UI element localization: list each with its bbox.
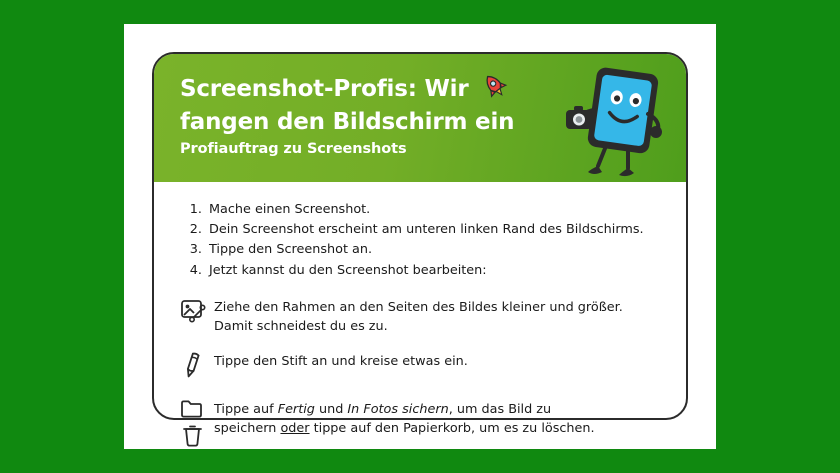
list-item: 4. Jetzt kannst du den Screenshot bearbeiten: bbox=[206, 261, 660, 281]
tip-save-underline-1: oder bbox=[280, 421, 310, 437]
tip-crop-line-1: Ziehe den Rahmen an den Seiten des Bildes kleiner und größer. bbox=[214, 299, 623, 315]
worksheet-card bbox=[152, 52, 688, 437]
folder-icon bbox=[180, 399, 206, 419]
tip-crop-text bbox=[214, 297, 623, 336]
tip-crop bbox=[180, 297, 660, 336]
steps-list bbox=[180, 200, 660, 281]
page-title-line-2: fangen den Bildschirm ein bbox=[180, 108, 515, 135]
pen-icon bbox=[180, 351, 214, 384]
tip-save-part-5: tippe auf den Papierkorb, um es zu löschen. bbox=[309, 421, 595, 437]
tip-save-emphasis-2: In Fotos sichern bbox=[347, 402, 449, 418]
page-subtitle: Profiauftrag zu Screenshots bbox=[180, 141, 407, 158]
list-item: 3. Tippe den Screenshot an. bbox=[206, 240, 660, 260]
card-header bbox=[154, 54, 686, 182]
card-body bbox=[154, 182, 686, 462]
list-item: 1. Mache einen Screenshot. bbox=[206, 200, 660, 220]
tip-save-part-3: , um das Bild zu bbox=[448, 402, 552, 418]
slide-canvas bbox=[124, 24, 716, 449]
tip-pen-text: Tippe den Stift an und kreise etwas ein. bbox=[214, 354, 468, 370]
tip-crop-line-2: Damit schneidest du es zu. bbox=[214, 319, 388, 335]
tip-save-part-4: speichern bbox=[214, 421, 281, 437]
header-text-block bbox=[180, 72, 580, 157]
page-title-line-1: Screenshot-Profis: Wir bbox=[180, 76, 469, 102]
tip-save-delete bbox=[180, 399, 660, 447]
tip-save-part-2: und bbox=[314, 402, 348, 418]
trash-icon bbox=[180, 425, 206, 447]
page-title-line-2-wrap bbox=[180, 108, 580, 137]
crop-image-icon bbox=[180, 297, 214, 328]
tip-save-part-1: Tippe auf bbox=[214, 402, 278, 418]
page-title bbox=[180, 72, 580, 108]
tip-save-delete-text bbox=[214, 399, 595, 438]
rocket-icon bbox=[480, 72, 510, 108]
list-item: 2. Dein Screenshot erscheint am unteren linken Rand des Bildschirms. bbox=[206, 220, 660, 240]
tip-save-emphasis-1: Fertig bbox=[277, 402, 315, 418]
tablet-mascot-icon bbox=[542, 58, 672, 182]
tips-list bbox=[180, 297, 660, 447]
tip-save-delete-icons bbox=[180, 399, 214, 447]
tip-pen bbox=[180, 351, 660, 384]
